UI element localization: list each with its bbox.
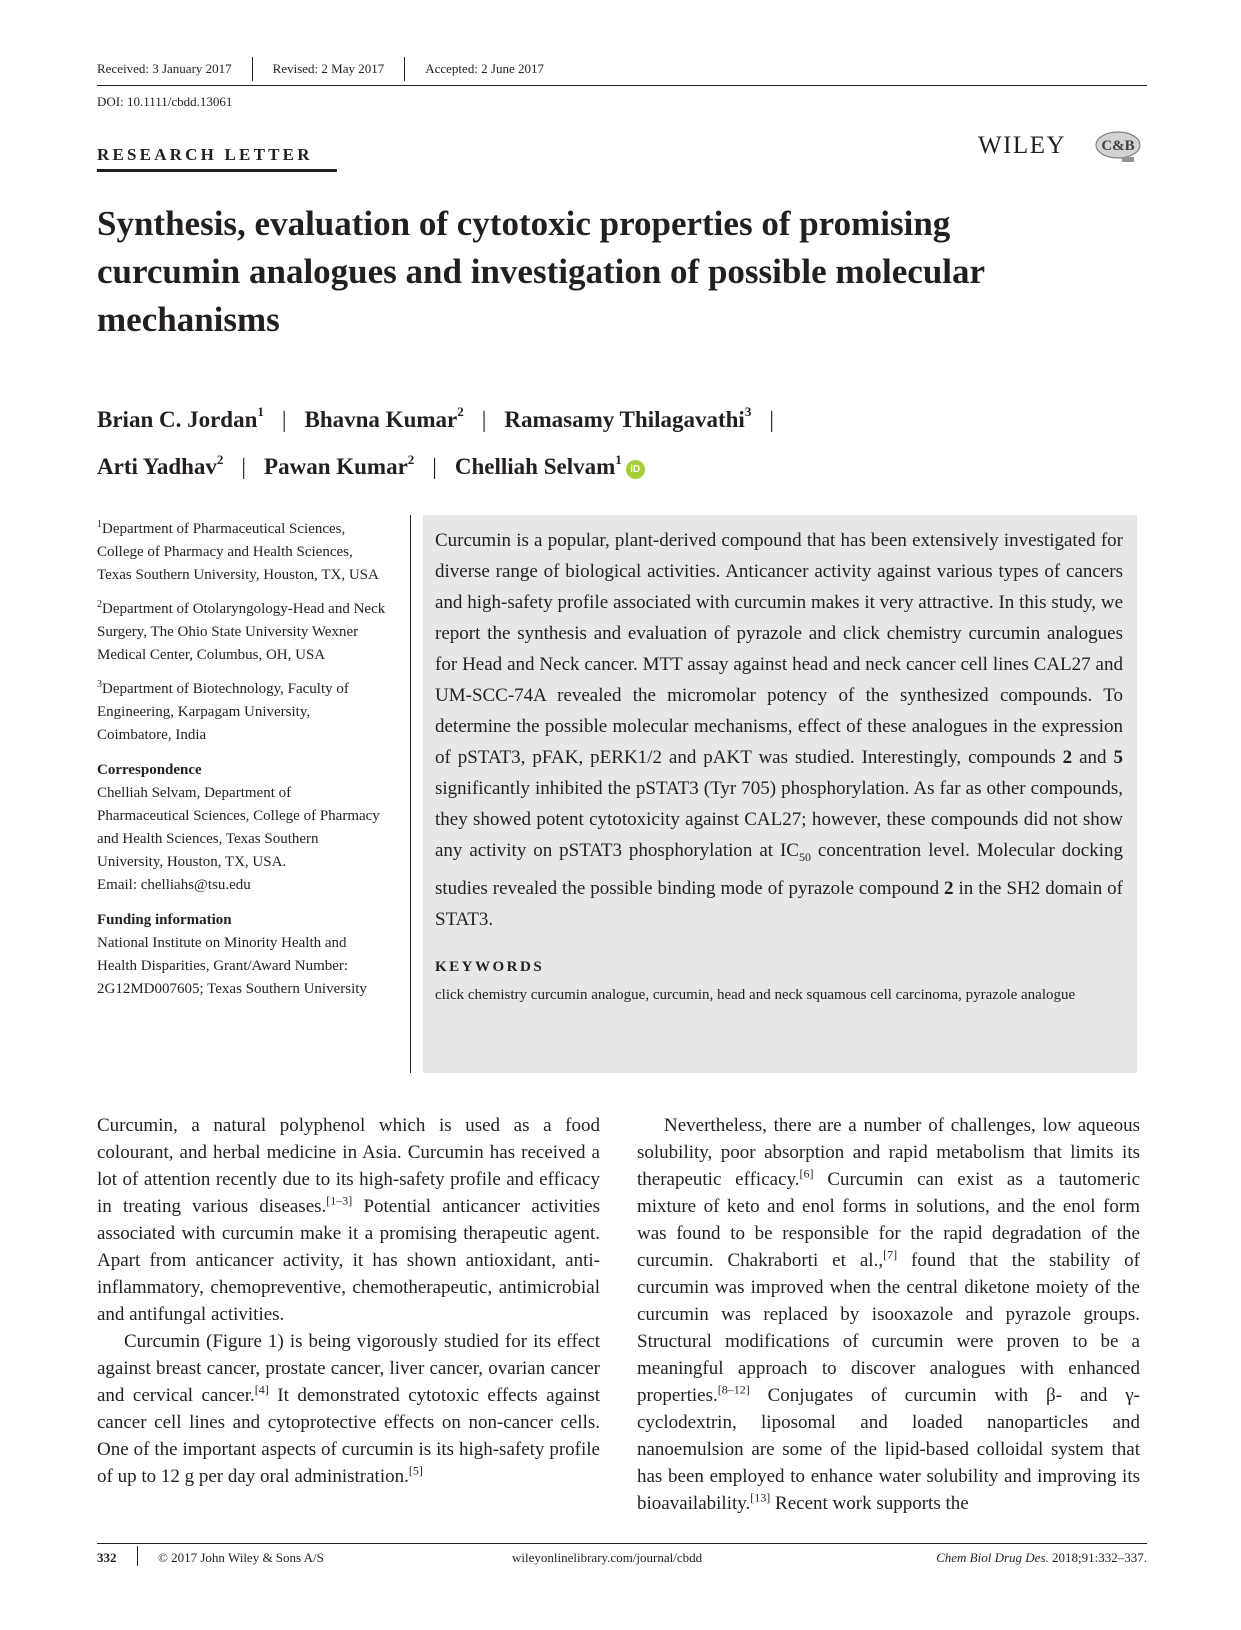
copyright: © 2017 John Wiley & Sons A/S: [158, 1550, 324, 1565]
page-number: 332: [97, 1550, 117, 1565]
affiliation: $^1$Department of Pharmaceutical Sciences, College of Pharmacy and Health Sciences, Texas Southern University, Houston, TX, USA: [97, 519, 379, 583]
section-underline: [97, 169, 337, 172]
journal-citation: Chem Biol Drug Des. 2018;91:332–337.: [936, 1550, 1147, 1565]
body-column-right: [637, 1112, 1140, 1517]
keywords-heading: KEYWORDS: [435, 958, 545, 975]
accepted-date: Accepted: 2 June 2017: [425, 61, 545, 76]
author-name[interactable]: Ramasamy Thilagavathi$^3$: [504, 404, 752, 432]
date-separator: [404, 57, 405, 81]
affiliation: $^3$Department of Biotechnology, Faculty of Engineering, Karpagam University, Coimbatore, India: [97, 679, 349, 743]
author-name[interactable]: Brian C. Jordan$^1$: [97, 404, 264, 432]
body-paragraph: Curcumin, a natural polyphenol which is used as a food colourant, and herbal medicine in Asia. Curcumin has received a lot of attention recently due to its high-safety profile and efficacy in treating various diseases.[1–3] Potential anticancer activities associated with curcumin make it a promising therapeutic agent. Apart from anticancer activity, it has shown antioxidant, anti-inflammatory, chemopreventive, chemotherapeutic, antimicrobial and antifungal activities.: [97, 1115, 600, 1325]
funding-text: National Institute on Minority Health and Health Disparities, Grant/Award Number: 2G12MD007605; Texas Southern University: [97, 935, 367, 997]
header-rule: [97, 85, 1147, 86]
journal-url[interactable]: wileyonlinelibrary.com/journal/cbdd: [512, 1550, 703, 1565]
author-name[interactable]: Arti Yadhav$^2$: [97, 451, 224, 480]
correspondence-text: Chelliah Selvam, Department of Pharmaceutical Sciences, College of Pharmacy and Health Sciences, Texas Southern University, Houston, TX, USA.: [97, 785, 380, 870]
citation-link[interactable]: [4]: [254, 1382, 269, 1397]
author-name[interactable]: Chelliah Selvam$^1$: [454, 451, 622, 480]
article-dates: [97, 61, 1147, 85]
author-name[interactable]: Bhavna Kumar$^2$: [304, 404, 464, 432]
citation-link[interactable]: [7]: [883, 1247, 898, 1262]
citation-link[interactable]: [13]: [750, 1490, 771, 1505]
citation-link[interactable]: [5]: [408, 1463, 423, 1478]
footer-separator: [137, 1546, 138, 1566]
section-label: RESEARCH LETTER: [97, 145, 313, 164]
body-paragraph: Nevertheless, there are a number of challenges, low aqueous solubility, poor absorption and rapid metabolism that limits its therapeutic efficacy.[6] Curcumin can exist as a tautomeric mixture of keto and enol forms in solutions, and the enol form was found to be responsible for the rapid degradation of the curcumin. Chakraborti et al.,[7] found that the stability of curcumin was improved when the central diketone moiety of the curcumin was replaced by isooxazole and pyrazole groups. Structural modifications of curcumin were proven to be a meaningful approach to discover analogues with enhanced properties.[8–12] Conjugates of curcumin with β- and γ-cyclodextrin, liposomal and loaded nanoparticles and nanoemulsion are some of the lipid-based colloidal system that has been employed to enhance water solubility and improving its bioavailability.[13] Recent work supports the: [637, 1115, 1141, 1514]
keywords-text: click chemistry curcumin analogue, curcumin, head and neck squamous cell carcinoma, pyrazole analogue: [435, 986, 1076, 1003]
abstract-text: Curcumin is a popular, plant-derived compound that has been extensively investigated for diverse range of biological activities. Anticancer activity against various types of cancers and high-safety profile associated with curcumin makes it very attractive. In this study, we report the synthesis and evaluation of pyrazole and click chemistry curcumin analogues for Head and Neck cancer. MTT assay against head and neck cancer cell lines CAL27 and UM-SCC-74A revealed the micromolar potency of the synthesized compounds. To determine the possible molecular mechanisms, effect of these analogues in the expression of pSTAT3, pFAK, pERK1/2 and pAKT was studied. Interestingly, compounds 2 and 5 significantly inhibited the pSTAT3 (Tyr 705) phosphorylation. As far as other compounds, they showed potent cytotoxicity against CAL27; however, these compounds did not show any activity on pSTAT3 phosphorylation at $IC_{50}$ concentration level. Molecular docking studies revealed the possible binding mode of pyrazole compound 2 in the SH2 domain of STAT3.: [435, 530, 1124, 930]
author-list: Brian C. Jordan$^1$ | Bhavna Kumar$^2$ | Ramasamy Thilagavathi$^3$ | Arti Yadhav$^2$ | Pawan Kumar$^2$ | Chelliah Selvam$^1$iD: [97, 404, 774, 480]
column-divider: [410, 515, 411, 1073]
correspondence-email[interactable]: Email: chelliahs@tsu.edu: [97, 877, 251, 893]
author-name[interactable]: Pawan Kumar$^2$: [264, 451, 415, 480]
citation-link[interactable]: [6]: [799, 1166, 814, 1181]
body-column-left: [97, 1112, 600, 1490]
abstract-box: [423, 515, 1137, 1073]
body-paragraph: Curcumin (Figure 1) is being vigorously studied for its effect against breast cancer, prostate cancer, liver cancer, ovarian cancer and cervical cancer.[4] It demonstrated cytotoxic effects against cancer cell lines and cytoprotective effects on non-cancer cells. One of the important aspects of curcumin is its high-safety profile of up to 12 g per day oral administration.[5]: [97, 1331, 600, 1487]
journal-logo-text: C&B: [1101, 138, 1135, 154]
received-date: Received: 3 January 2017: [97, 61, 232, 76]
journal-logo-icon: [1094, 130, 1142, 164]
footer-rule: [97, 1543, 1147, 1544]
citation-link[interactable]: [8–12]: [717, 1382, 750, 1397]
affiliation: $^2$Department of Otolaryngology-Head and Neck Surgery, The Ohio State University Wexner Medical Center, Columbus, OH, USA: [97, 599, 386, 663]
revised-date: Revised: 2 May 2017: [272, 61, 385, 76]
citation-link[interactable]: [1–3]: [326, 1193, 353, 1208]
orcid-icon[interactable]: iD: [626, 460, 645, 479]
article-title: Synthesis, evaluation of cytotoxic properties of promising curcumin analogues and investigation of possible molecular mechanisms: [97, 204, 985, 339]
publisher-logo: WILEY: [978, 132, 1067, 159]
doi: DOI: 10.1111/cbdd.13061: [97, 94, 233, 109]
funding-heading: Funding information: [97, 912, 232, 928]
affiliations-column: [97, 513, 387, 1001]
date-separator: [252, 57, 253, 81]
correspondence-heading: Correspondence: [97, 762, 202, 778]
